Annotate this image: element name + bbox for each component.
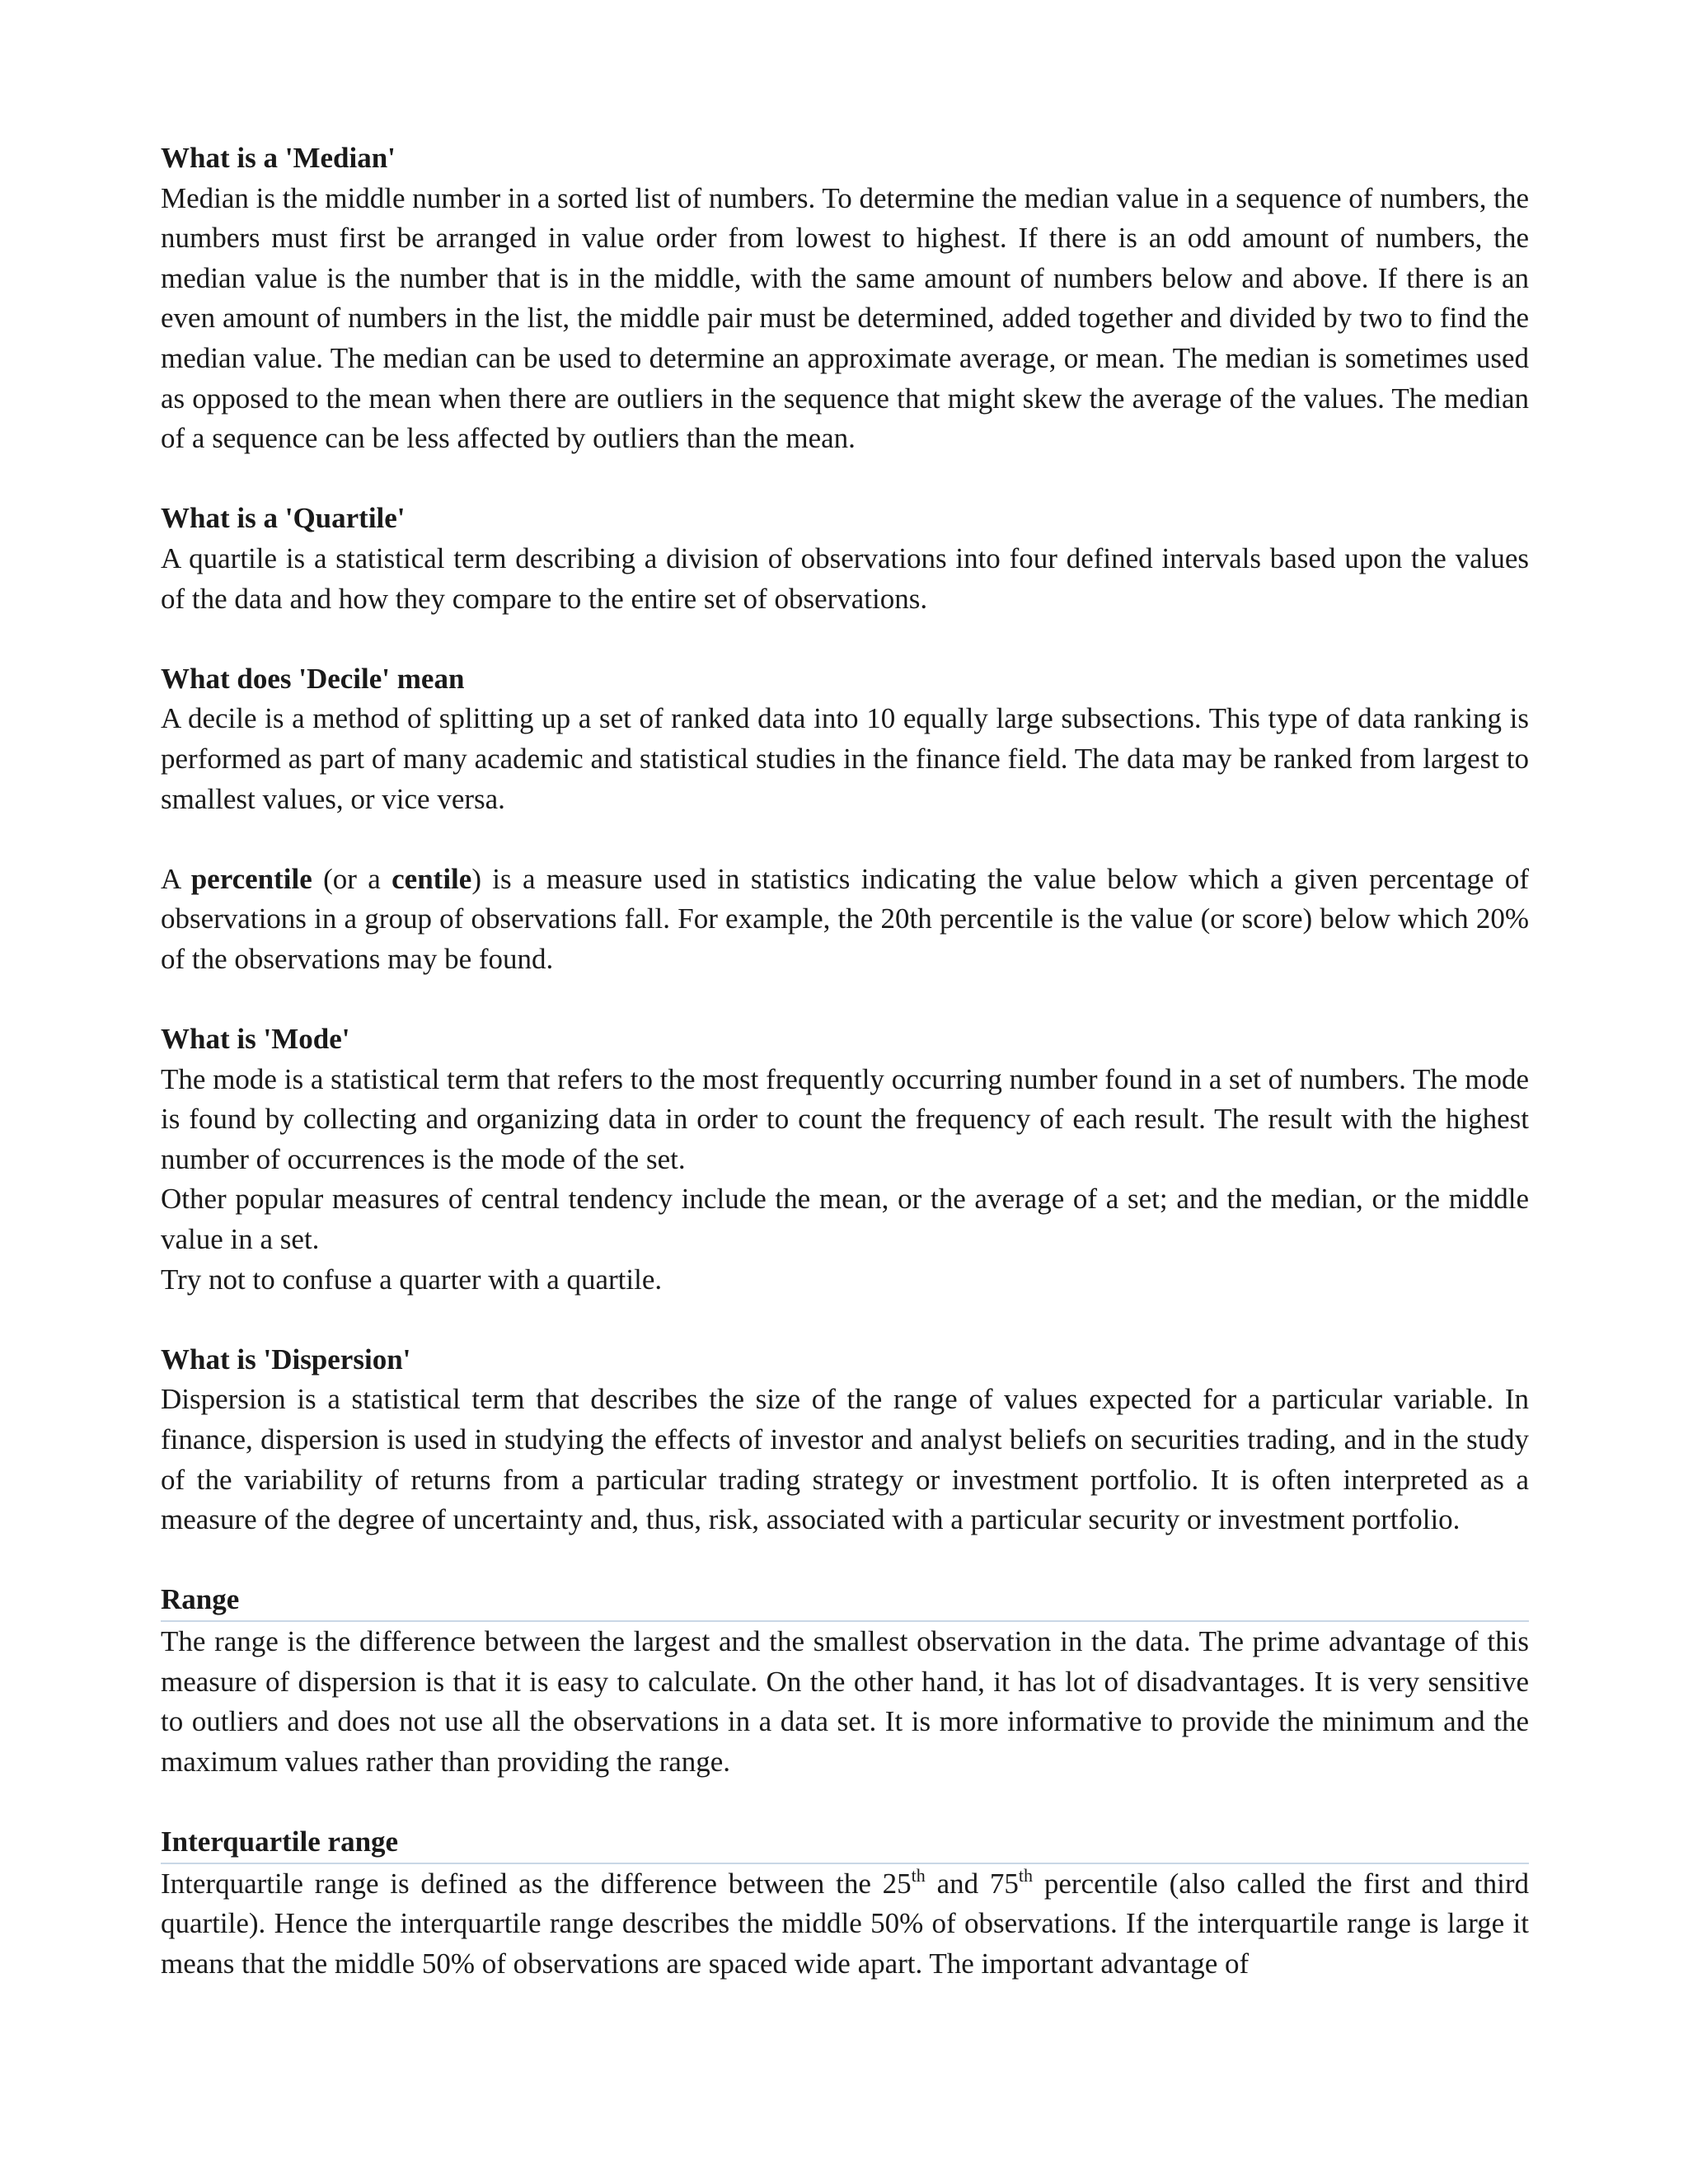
document-page: [161, 138, 1529, 2024]
heading-decile: What does 'Decile' mean: [161, 662, 465, 695]
percentile-text-pre: A: [161, 862, 191, 895]
section-percentile: [161, 860, 1529, 980]
paragraph-interquartile-range: [161, 1864, 1529, 1985]
paragraph-median: Median is the middle number in a sorted list of numbers. To determine the median value in a sequence of numbers, the numbers must first be arranged in value order from lowest to highest. If there is an odd amount of numbers, the median value is the number that is in the middle, with the same amount of numbers below and above. If there is an even amount of numbers in the list, the middle pair must be determined, added together and divided by two to find the median value. The median can be used to determine an approximate average, or mean. The median is sometimes used as opposed to the mean when there are outliers in the sequence that might skew the average of the values. The median of a sequence can be less affected by outliers than the mean.: [161, 181, 1529, 455]
heading-range: Range: [161, 1580, 1529, 1622]
section-dispersion: [161, 1340, 1529, 1540]
section-interquartile-range: [161, 1822, 1529, 1984]
iqr-text-3: percentile (also called the first and third quartile). Hence the interquartile range describes the middle 50% of observations. If the interquartile range is large it means that the middle 50% of observations are spaced wide apart. The important advantage of: [161, 1867, 1529, 1980]
paragraph-dispersion: Dispersion is a statistical term that describes the size of the range of values expected for a particular variable. In finance, dispersion is used in studying the effects of investor and analyst beliefs on securities trading, and in the study of the variability of returns from a particular trading strategy or investment portfolio. It is often interpreted as a measure of the degree of uncertainty and, thus, risk, associated with a particular security or investment portfolio.: [161, 1383, 1529, 1536]
heading-dispersion: What is 'Dispersion': [161, 1343, 411, 1376]
paragraph-mode-1: The mode is a statistical term that refers to the most frequently occurring number found in a set of numbers. The mode is found by collecting and organizing data in order to count the frequency of each result. The result with the highest number of occurrences is the mode of the set.: [161, 1062, 1529, 1175]
heading-median: What is a 'Median': [161, 142, 396, 174]
percentile-term: percentile: [190, 862, 312, 895]
heading-interquartile-range: Interquartile range: [161, 1822, 1529, 1864]
paragraph-decile: A decile is a method of splitting up a set of ranked data into 10 equally large subsections. This type of data ranking is performed as part of many academic and statistical studies in the finance field. The data may be ranked from largest to smallest values, or vice versa.: [161, 702, 1529, 815]
iqr-text-1: Interquartile range is defined as the difference between the 25: [161, 1867, 912, 1900]
iqr-superscript-1: th: [911, 1864, 926, 1886]
paragraph-quartile: A quartile is a statistical term describing a division of observations into four defined intervals based upon the values of the data and how they compare to the entire set of observations.: [161, 541, 1529, 615]
section-mode: [161, 1019, 1529, 1300]
paragraph-mode-3: Try not to confuse a quarter with a quartile.: [161, 1263, 663, 1296]
section-range: [161, 1580, 1529, 1782]
iqr-text-2: and 75: [925, 1867, 1019, 1900]
paragraph-mode-2: Other popular measures of central tendency include the mean, or the average of a set; and the median, or the middle value in a set.: [161, 1183, 1529, 1256]
centile-term: centile: [392, 862, 472, 895]
iqr-superscript-2: th: [1018, 1864, 1034, 1886]
heading-quartile: What is a 'Quartile': [161, 502, 406, 535]
section-decile: [161, 659, 1529, 819]
paragraph-percentile: [161, 860, 1529, 980]
percentile-text-post: ) is a measure used in statistics indicating the value below which a given percentage of observations in a group of observations fall. For example, the 20th percentile is the value (or score) below which 20% of the observations may be found.: [161, 862, 1529, 975]
paragraph-range: The range is the difference between the largest and the smallest observation in the data. The prime advantage of this measure of dispersion is that it is easy to calculate. On the other hand, it has lot of disadvantages. It is very sensitive to outliers and does not use all the observations in a data set. It is more informative to provide the minimum and the maximum values rather than providing the range.: [161, 1624, 1529, 1778]
section-quartile: [161, 499, 1529, 619]
heading-mode: What is 'Mode': [161, 1023, 350, 1056]
percentile-text-mid: (or a: [312, 862, 392, 895]
section-median: [161, 138, 1529, 459]
